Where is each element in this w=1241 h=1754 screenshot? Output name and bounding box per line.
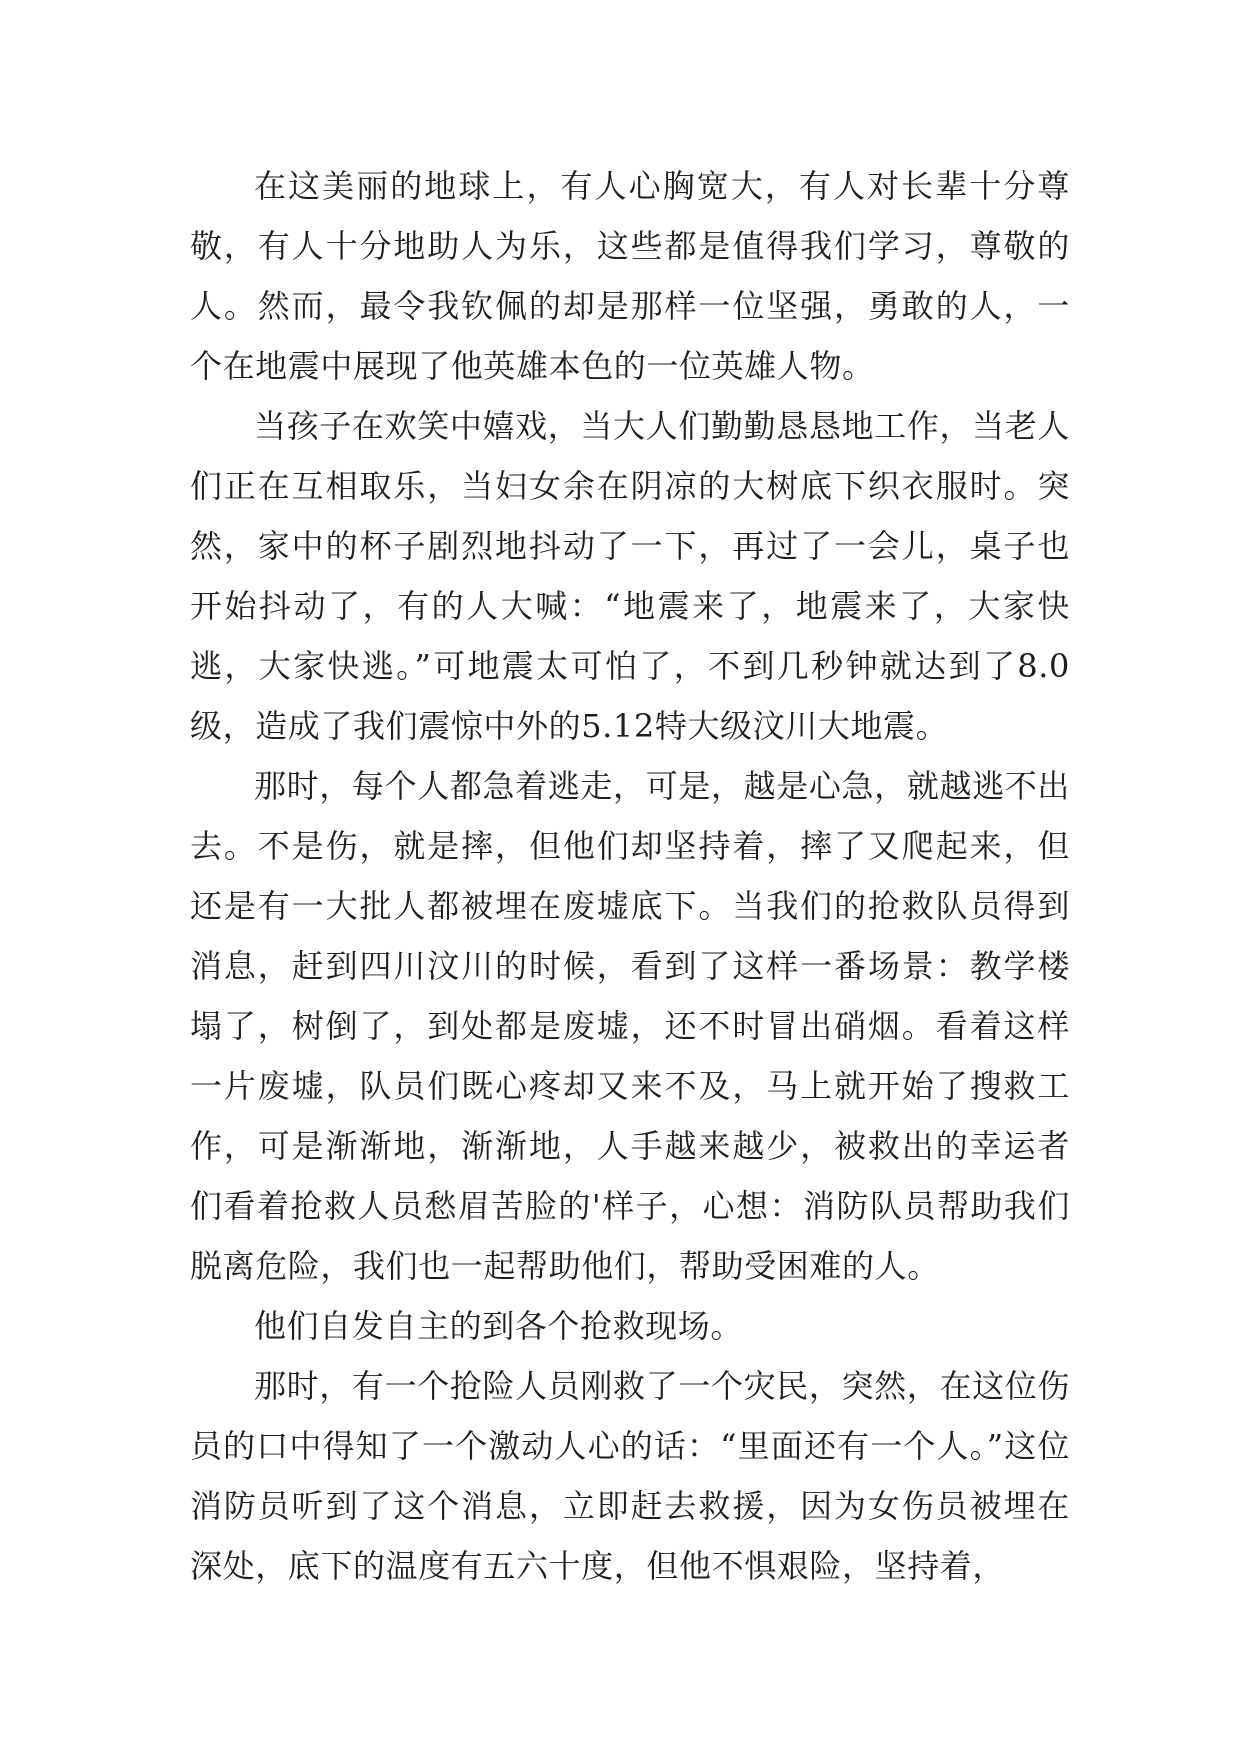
paragraph-5: 那时，有一个抢险人员刚救了一个灾民，突然，在这位伤员的口中得知了一个激动人心的话：“里面还有一个人。”这位消防员听到了这个消息，立即赶去救援，因为女伤员被埋在深处，底下的温度有五六十度，但他不惧艰险，坚持着，: [190, 1367, 1070, 1585]
paragraph-4: 他们自发自主的到各个抢救现场。: [254, 1307, 744, 1345]
document-body: [190, 156, 1070, 1596]
paragraph-3: 那时，每个人都急着逃走，可是，越是心急，就越逃不出去。不是伤，就是摔，但他们却坚持着，摔了又爬起来，但还是有一大批人都被埋在废墟底下。当我们的抢救队员得到消息，赶到四川汶川的时候，看到了这样一番场景：教学楼塌了，树倒了，到处都是废墟，还不时冒出硝烟。看着这样一片废墟，队员们既心疼却又来不及，马上就开始了搜救工作，可是渐渐地，渐渐地，人手越来越少，被救出的幸运者们看着抢救人员愁眉苦脸的'样子，心想：消防队员帮助我们脱离危险，我们也一起帮助他们，帮助受困难的人。: [190, 767, 1070, 1285]
paragraph-1: 在这美丽的地球上，有人心胸宽大，有人对长辈十分尊敬，有人十分地助人为乐，这些都是值得我们学习，尊敬的人。然而，最令我钦佩的却是那样一位坚强，勇敢的人，一个在地震中展现了他英雄本色的一位英雄人物。: [190, 167, 1070, 385]
paragraph-2: 当孩子在欢笑中嬉戏，当大人们勤勤恳恳地工作，当老人们正在互相取乐，当妇女余在阴凉的大树底下织衣服时。突然，家中的杯子剧烈地抖动了一下，再过了一会儿，桌子也开始抖动了，有的人大喊：“地震来了，地震来了，大家快逃，大家快逃。”可地震太可怕了，不到几秒钟就达到了8.0级，造成了我们震惊中外的5.12特大级汶川大地震。: [190, 407, 1070, 745]
